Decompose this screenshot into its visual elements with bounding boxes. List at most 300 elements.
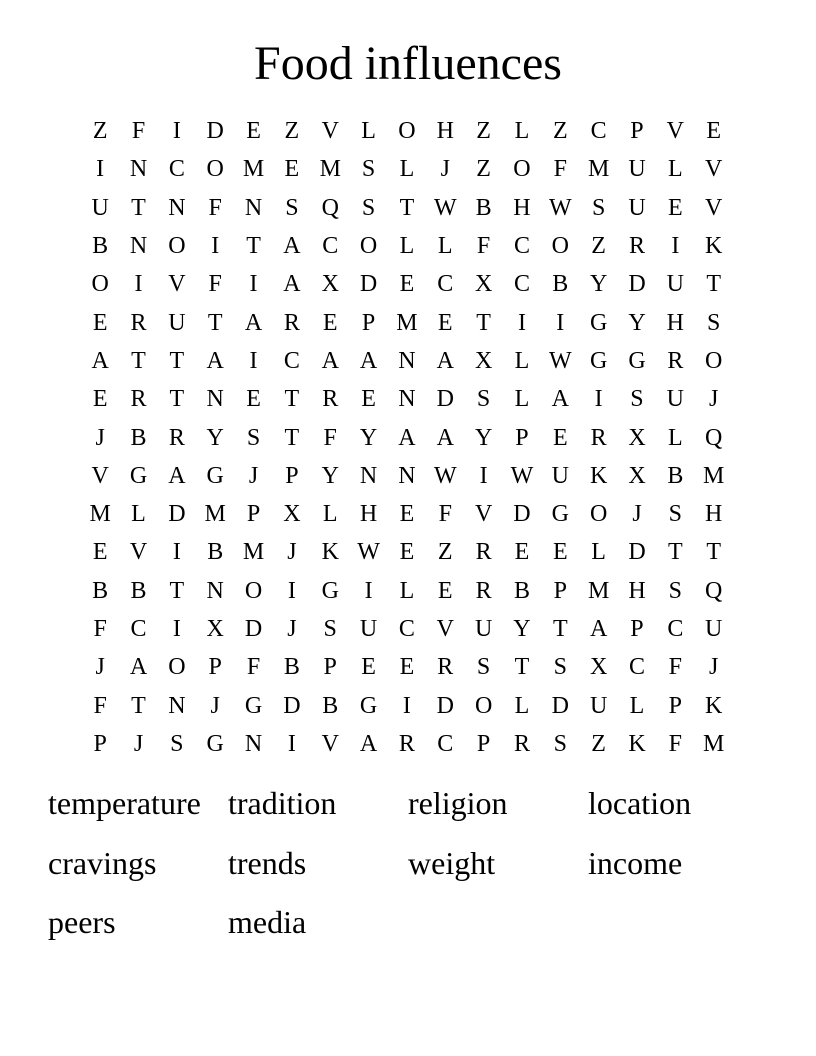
grid-row [81,112,733,150]
grid-letter: U [666,271,684,298]
grid-letter: V [474,501,493,528]
grid-letter: E [92,386,108,413]
grid-letter: L [667,156,683,183]
grid-letter: Z [437,539,453,566]
grid-letter: L [514,118,530,145]
grid-letter: I [249,271,258,298]
grid-letter: D [436,692,454,719]
grid-letter: Y [321,462,339,489]
grid-letter: L [629,692,645,719]
grid-letter: I [402,692,411,719]
grid-letter: R [475,539,492,566]
grid-letter: B [667,462,684,489]
grid-letter: A [321,347,339,374]
grid-row [81,648,733,686]
grid-letter: A [398,424,416,451]
grid-letter: W [357,539,380,566]
grid-letter: G [589,309,608,336]
grid-letter: B [475,194,492,221]
grid-letter: J [632,501,642,528]
grid-letter: R [168,424,185,451]
grid-letter: T [131,194,146,221]
grid-letter: C [168,156,185,183]
grid-letter: S [553,654,567,681]
grid-letter: K [705,692,723,719]
grid-letter: U [705,616,723,642]
grid-letter: Z [591,730,606,757]
grid-letter: P [668,692,682,719]
grid-letter: Z [92,118,108,145]
grid-letter: I [172,118,181,145]
grid-letter: V [436,616,454,642]
grid-letter: X [474,271,493,298]
grid-letter: K [321,539,339,566]
grid-letter: N [398,347,416,374]
grid-letter: C [513,271,530,298]
grid-letter: J [210,692,220,719]
grid-letter: N [129,233,148,260]
grid-letter: M [587,577,610,604]
grid-letter: C [398,616,415,642]
grid-letter: G [206,462,224,489]
grid-letter: K [628,730,646,757]
grid-letter: P [515,424,529,451]
grid-letter: I [517,309,526,336]
grid-letter: G [321,577,339,604]
grid-letter: F [668,654,682,681]
grid-letter: E [322,309,338,336]
grid-letter: G [206,730,224,757]
grid-letter: A [283,271,301,298]
grid-letter: P [246,501,261,528]
grid-letter: Y [589,271,608,298]
grid-letter: V [91,462,109,489]
grid-letter: C [628,654,645,681]
grid-letter: M [204,501,226,528]
grid-letter: U [551,462,569,489]
grid-letter: G [359,692,378,719]
grid-letter: N [129,156,148,183]
word-list-item: media [228,904,307,940]
grid-letter: E [399,501,415,528]
grid-letter: T [706,539,721,566]
grid-letter: M [587,156,610,183]
grid-letter: V [666,118,684,145]
word-list-item: trends [228,844,307,881]
grid-letter: P [553,577,567,604]
grid-letter: U [359,616,378,642]
grid-letter: P [208,654,222,681]
grid-letter: T [131,347,146,374]
grid-letter: Q [705,424,723,451]
word-list-item: temperature [48,785,201,821]
grid-letter: D [551,692,569,719]
grid-letter: A [168,462,186,489]
grid-letter: T [169,386,185,413]
grid-letter: S [630,386,644,413]
grid-letter: I [594,386,603,413]
grid-letter: R [130,309,147,336]
grid-letter: K [589,462,608,489]
grid-letter: G [628,347,646,374]
grid-letter: T [667,539,683,566]
grid-letter: F [553,156,567,183]
grid-letter: L [361,118,376,145]
grid-letter: A [283,233,301,260]
grid-letter: I [671,233,680,260]
grid-letter: S [553,730,567,757]
grid-letter: F [323,424,337,451]
grid-letter: O [589,501,608,528]
grid-letter: M [703,730,725,757]
grid-letter: N [168,692,186,719]
grid-letter: D [436,386,454,413]
grid-row [81,418,733,456]
grid-letter: G [551,501,569,528]
grid-row [81,303,733,341]
grid-row [81,457,733,495]
grid-letter: L [131,501,146,528]
grid-letter: A [589,616,608,642]
grid-letter: P [93,730,107,757]
grid-letter: E [399,271,415,298]
grid-letter: V [705,156,723,183]
grid-letter: V [321,730,339,757]
grid-letter: T [169,577,185,604]
grid-row [81,265,733,303]
word-list-item: religion [408,785,508,821]
grid-letter: U [628,156,646,183]
grid-letter: N [206,577,224,604]
grid-letter: P [630,118,644,145]
grid-letter: E [437,309,453,336]
grid-letter: P [361,309,376,336]
grid-letter: T [246,233,261,260]
grid-row [81,533,733,571]
letter-grid [81,112,733,763]
grid-letter: E [284,156,300,183]
grid-letter: O [91,271,109,298]
grid-letter: S [361,156,376,183]
grid-letter: H [513,194,531,221]
grid-letter: X [283,501,301,528]
grid-letter: B [207,539,224,566]
grid-letter: C [437,271,454,298]
grid-letter: I [287,577,296,604]
grid-letter: C [283,347,300,374]
grid-letter: J [95,654,105,681]
grid-letter: U [628,194,646,221]
grid-letter: C [437,730,454,757]
grid-letter: W [433,194,457,221]
grid-letter: O [705,347,723,374]
grid-letter: H [705,501,723,528]
grid-letter: I [556,309,565,336]
grid-letter: I [172,616,181,642]
grid-letter: S [285,194,299,221]
grid-letter: J [133,730,144,757]
grid-letter: M [396,309,418,336]
grid-letter: E [92,539,108,566]
grid-letter: B [552,271,569,298]
grid-letter: O [168,233,186,260]
grid-letter: U [666,386,684,413]
grid-letter: J [440,156,450,183]
grid-letter: I [134,271,143,298]
grid-letter: U [474,616,493,642]
grid-letter: J [95,424,105,451]
grid-letter: Q [321,194,339,221]
grid-letter: M [319,156,341,183]
grid-letter: R [283,309,300,336]
grid-letter: S [591,194,606,221]
grid-letter: Y [206,424,224,451]
grid-letter: F [208,271,222,298]
grid-letter: T [399,194,415,221]
grid-letter: D [628,271,646,298]
grid-letter: R [437,654,454,681]
grid-letter: P [323,654,337,681]
grid-letter: S [323,616,337,642]
grid-letter: S [361,194,376,221]
grid-letter: C [130,616,147,642]
grid-letter: E [437,577,453,604]
grid-letter: K [705,233,723,260]
grid-letter: S [668,577,682,604]
grid-letter: H [359,501,378,528]
grid-letter: E [246,386,261,413]
grid-letter: A [91,347,109,374]
grid-letter: T [284,424,300,451]
grid-row [81,725,733,763]
grid-letter: Y [359,424,378,451]
grid-letter: D [283,692,301,719]
grid-letter: N [244,194,263,221]
grid-letter: V [705,194,723,221]
grid-letter: T [476,309,491,336]
grid-letter: Y [474,424,493,451]
grid-letter: N [244,730,263,757]
grid-letter: N [168,194,186,221]
grid-letter: B [92,233,109,260]
grid-letter: F [131,118,146,145]
grid-letter: X [321,271,339,298]
grid-letter: I [211,233,220,260]
grid-letter: U [589,692,608,719]
grid-letter: J [287,616,297,642]
grid-letter: P [476,730,491,757]
grid-row [81,189,733,227]
word-list-item: cravings [48,844,157,881]
grid-letter: S [246,424,261,451]
grid-letter: O [474,692,493,719]
grid-letter: D [359,271,378,298]
grid-letter: C [667,616,684,642]
grid-letter: O [359,233,378,260]
grid-letter: I [96,156,105,183]
grid-letter: O [513,156,531,183]
grid-letter: U [91,194,109,221]
grid-row [81,610,733,648]
grid-letter: B [283,654,300,681]
grid-letter: A [206,347,224,374]
grid-letter: B [322,692,339,719]
grid-letter: O [551,233,569,260]
grid-letter: F [208,194,222,221]
grid-letter: D [513,501,531,528]
grid-letter: L [667,424,683,451]
grid-letter: O [168,654,186,681]
grid-letter: W [548,347,572,374]
grid-letter: A [436,424,454,451]
grid-letter: X [589,654,608,681]
grid-letter: T [284,386,300,413]
grid-letter: L [399,156,415,183]
grid-row [81,380,733,418]
grid-letter: I [249,347,258,374]
grid-row [81,342,733,380]
grid-letter: E [361,654,376,681]
grid-letter: O [206,156,224,183]
grid-letter: F [93,692,107,719]
grid-letter: C [513,233,530,260]
grid-letter: I [287,730,296,757]
grid-letter: L [591,539,606,566]
word-list-item: tradition [228,785,337,821]
grid-letter: W [548,194,572,221]
grid-letter: E [246,118,261,145]
grid-letter: H [628,577,646,604]
grid-letter: R [513,730,530,757]
grid-letter: E [514,539,530,566]
grid-letter: N [359,462,378,489]
grid-letter: Z [284,118,300,145]
grid-letter: P [285,462,299,489]
grid-letter: B [130,577,147,604]
grid-letter: Y [513,616,531,642]
grid-letter: L [514,692,530,719]
word-list-item: weight [408,844,496,881]
grid-letter: A [129,654,148,681]
grid-letter: F [246,654,261,681]
grid-letter: R [322,386,339,413]
grid-letter: L [399,233,415,260]
grid-letter: D [168,501,186,528]
grid-letter: H [436,118,454,145]
grid-letter: R [628,233,645,260]
grid-letter: G [129,462,148,489]
word-list-item: income [588,844,683,881]
grid-letter: G [244,692,263,719]
grid-letter: D [206,118,224,145]
grid-letter: S [476,386,491,413]
grid-letter: L [514,347,530,374]
grid-letter: I [479,462,488,489]
grid-letter: L [437,233,453,260]
grid-letter: N [398,386,416,413]
grid-letter: E [92,309,108,336]
grid-letter: S [706,309,721,336]
grid-letter: L [399,577,415,604]
grid-letter: Z [476,156,491,183]
grid-letter: Z [476,118,491,145]
grid-letter: R [130,386,147,413]
grid-letter: T [169,347,185,374]
grid-letter: R [590,424,607,451]
grid-letter: D [628,539,646,566]
grid-row [81,150,733,188]
grid-letter: R [475,577,492,604]
grid-letter: V [321,118,339,145]
grid-letter: A [359,730,378,757]
grid-letter: T [552,616,568,642]
grid-letter: L [322,501,338,528]
grid-letter: I [172,539,181,566]
grid-letter: L [514,386,530,413]
grid-letter: T [131,692,146,719]
word-list [48,780,768,959]
grid-letter: M [242,156,265,183]
grid-letter: A [244,309,263,336]
grid-letter: P [630,616,644,642]
grid-letter: E [667,194,683,221]
grid-letter: M [242,539,265,566]
grid-letter: V [168,271,186,298]
grid-letter: D [244,616,263,642]
grid-letter: F [438,501,452,528]
grid-letter: T [514,654,530,681]
word-list-item: peers [48,904,116,940]
grid-letter: T [207,309,223,336]
grid-letter: C [322,233,339,260]
grid-letter: F [668,730,682,757]
grid-letter: Y [628,309,646,336]
grid-letter: B [513,577,530,604]
grid-letter: J [709,386,719,413]
grid-letter: Z [591,233,606,260]
grid-letter: J [709,654,719,681]
grid-letter: V [129,539,148,566]
grid-letter: F [476,233,491,260]
grid-letter: S [170,730,184,757]
grid-letter: O [398,118,416,145]
grid-letter: B [92,577,109,604]
grid-letter: I [364,577,373,604]
grid-letter: M [703,462,725,489]
grid-letter: M [89,501,111,528]
grid-letter: F [93,616,107,642]
grid-letter: G [589,347,608,374]
grid-letter: T [706,271,721,298]
grid-letter: E [706,118,721,145]
grid-letter: U [168,309,186,336]
grid-letter: X [474,347,493,374]
grid-letter: E [361,386,376,413]
grid-row [81,227,733,265]
grid-letter: E [552,424,568,451]
grid-letter: Q [705,577,723,604]
grid-letter: N [206,386,224,413]
grid-letter: H [666,309,684,336]
grid-letter: O [244,577,263,604]
grid-letter: E [399,654,415,681]
grid-row [81,495,733,533]
grid-letter: S [476,654,491,681]
page-title: Food influences [254,37,562,90]
grid-letter: Z [552,118,568,145]
grid-letter: N [398,462,416,489]
grid-letter: A [359,347,378,374]
